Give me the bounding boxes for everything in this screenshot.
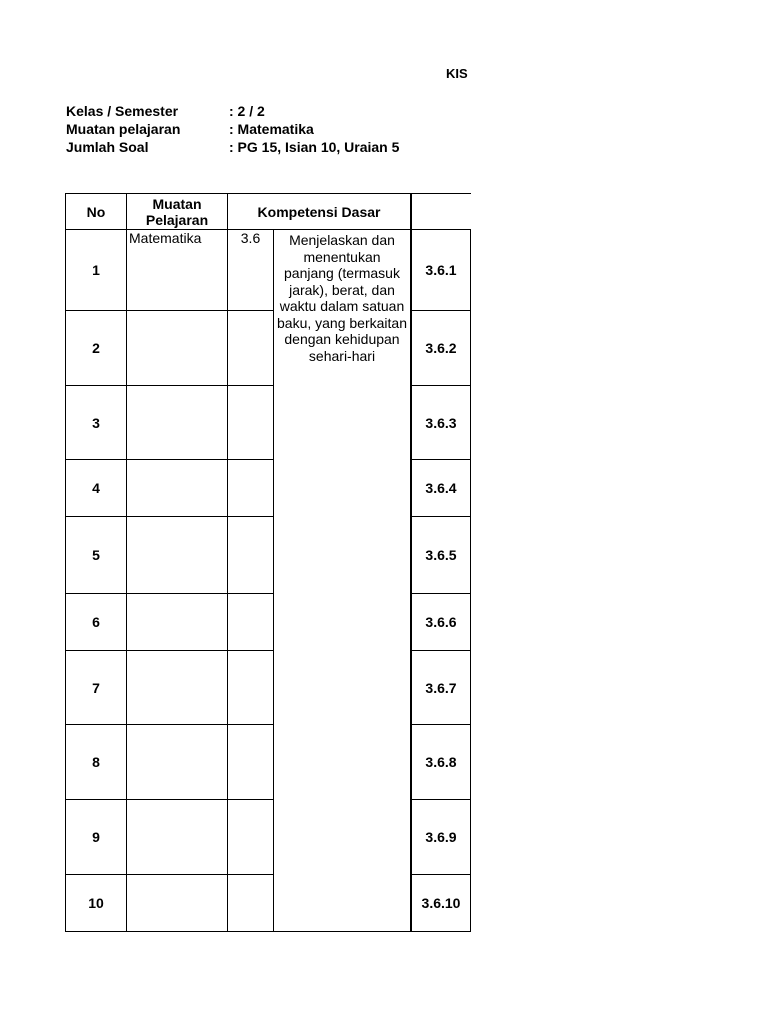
- subject-cell-empty: [127, 651, 228, 725]
- document-title: KIS: [446, 66, 468, 81]
- subject-cell-empty: [127, 386, 228, 460]
- row-no: 7: [66, 651, 127, 725]
- meta-kelas-value: : 2 / 2: [229, 103, 265, 119]
- indikator-cell: 3.6.3: [412, 386, 471, 460]
- kd-code-cell-empty: [228, 651, 274, 725]
- kd-code-cell-empty: [228, 800, 274, 875]
- kd-code-cell-empty: [228, 725, 274, 800]
- indikator-cell: 3.6.5: [412, 517, 471, 594]
- header-kompetensi-dasar: Kompetensi Dasar: [228, 194, 411, 230]
- subject-cell-empty: [127, 517, 228, 594]
- kisi-kisi-table: [65, 193, 471, 932]
- meta-muatan-value: : Matematika: [229, 121, 314, 137]
- header-indikator: [412, 194, 471, 230]
- meta-jumlah-value: : PG 15, Isian 10, Uraian 5: [229, 139, 400, 155]
- row-no: 4: [66, 460, 127, 517]
- kd-code-cell-empty: [228, 875, 274, 932]
- kd-code-cell-empty: [228, 460, 274, 517]
- table-row: [66, 386, 471, 460]
- table-row: [66, 594, 471, 651]
- row-no: 9: [66, 800, 127, 875]
- kd-code-cell: 3.6: [228, 230, 274, 311]
- table-row: [66, 651, 471, 725]
- kd-description-cell: Menjelaskan dan menentukan panjang (termasuk jarak), berat, dan waktu dalam satuan baku, yang berkaitan dengan kehidupan sehari-hari: [274, 230, 411, 932]
- row-no: 5: [66, 517, 127, 594]
- kd-code-cell-empty: [228, 386, 274, 460]
- indikator-cell: 3.6.2: [412, 311, 471, 386]
- row-no: 6: [66, 594, 127, 651]
- indikator-cell: 3.6.6: [412, 594, 471, 651]
- subject-cell-empty: [127, 800, 228, 875]
- indikator-cell: 3.6.8: [412, 725, 471, 800]
- meta-jumlah-label: Jumlah Soal: [66, 139, 149, 155]
- meta-kelas-label: Kelas / Semester: [66, 103, 179, 119]
- header-row: [66, 194, 471, 230]
- indikator-cell: 3.6.9: [412, 800, 471, 875]
- table-row: [66, 800, 471, 875]
- subject-cell: Matematika: [127, 230, 228, 311]
- table-row: [66, 460, 471, 517]
- kd-code-cell-empty: [228, 517, 274, 594]
- table-row: [66, 517, 471, 594]
- indikator-cell: 3.6.10: [412, 875, 471, 932]
- row-no: 1: [66, 230, 127, 311]
- subject-cell-empty: [127, 460, 228, 517]
- header-muatan: Muatan Pelajaran: [127, 194, 228, 230]
- subject-cell-empty: [127, 725, 228, 800]
- indikator-cell: 3.6.7: [412, 651, 471, 725]
- header-no: No: [66, 194, 127, 230]
- kd-code-cell-empty: [228, 311, 274, 386]
- indikator-cell: 3.6.1: [412, 230, 471, 311]
- kd-code-cell-empty: [228, 594, 274, 651]
- indikator-cell: 3.6.4: [412, 460, 471, 517]
- row-no: 2: [66, 311, 127, 386]
- meta-muatan-label: Muatan pelajaran: [66, 121, 181, 137]
- row-no: 10: [66, 875, 127, 932]
- subject-cell-empty: [127, 594, 228, 651]
- table-row: [66, 725, 471, 800]
- subject-cell-empty: [127, 311, 228, 386]
- subject-cell-empty: [127, 875, 228, 932]
- table-row: [66, 311, 471, 386]
- table-row: [66, 230, 471, 311]
- table-row: [66, 875, 471, 932]
- row-no: 3: [66, 386, 127, 460]
- row-no: 8: [66, 725, 127, 800]
